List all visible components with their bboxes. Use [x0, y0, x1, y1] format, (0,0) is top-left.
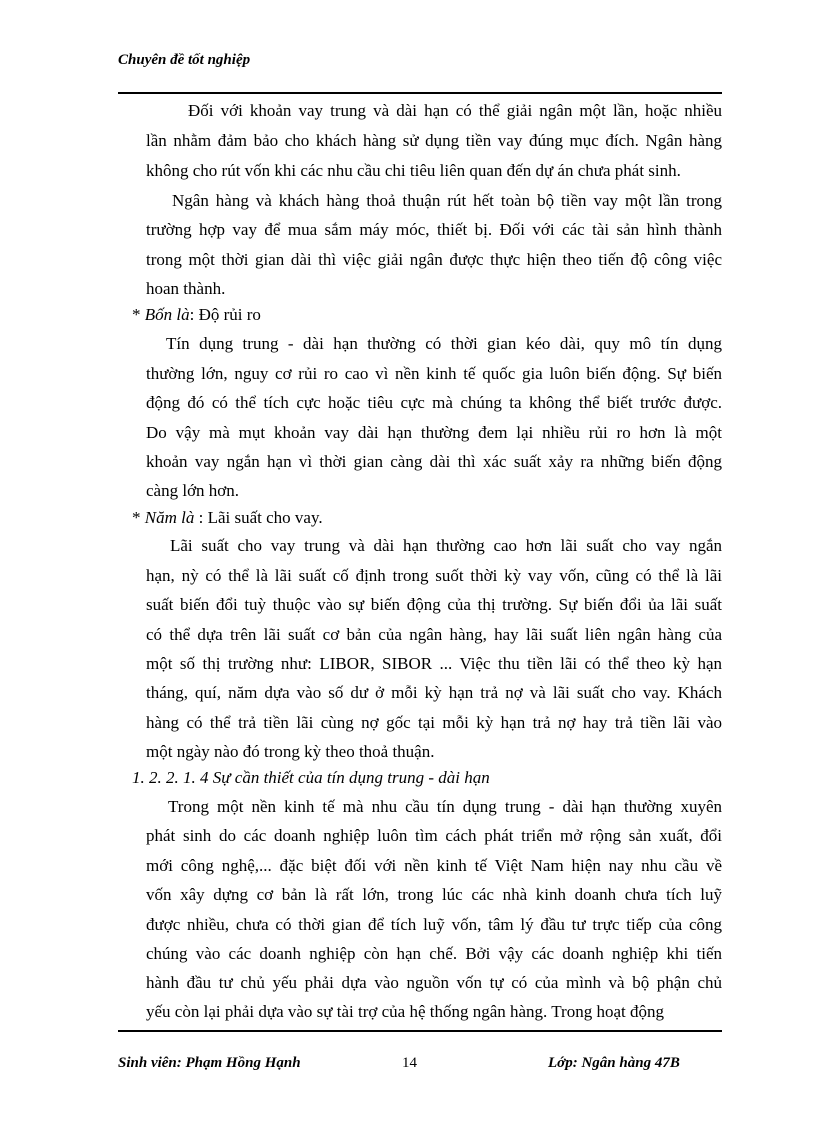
text-line: Trong một nền kinh tế mà nhu cầu tín dụng trung - dài hạn thường xuyên [168, 797, 722, 816]
text-line: Lãi suất cho vay trung và dài hạn thường cao hơn lãi suất cho vay ngắn [170, 536, 722, 555]
text-line: càng lớn hơn. [146, 481, 240, 500]
section-heading: 1. 2. 2. 1. 4 Sự cần thiết của tín dụng trung - dài hạn [132, 768, 490, 787]
text-line: lần nhằm đảm bảo cho khách hàng sử dụng tiền vay đúng mục đích. Ngân hàng [146, 131, 722, 150]
footer-student: Sinh viên: Phạm Hồng Hạnh [118, 1055, 301, 1071]
text-line: suất biến đổi tuỳ thuộc vào sự biến động của thị trường. Sự biến đổi ủa lãi suất [146, 595, 722, 614]
page-number: 14 [402, 1055, 417, 1071]
text-line: Đối với khoản vay trung và dài hạn có thể giải ngân một lần, hoặc nhiều [188, 101, 722, 120]
text-line: hạn, nỳ có thể là lãi suất cố định trong suốt thời kỳ vay vốn, cũng có thể là lãi [146, 566, 722, 585]
text-line: mới công nghệ,... đặc biệt đối với nền kinh tế Việt Nam hiện nay nhu cầu về [146, 856, 722, 875]
text-line: được nhiều, chưa có thời gian để tích luỹ vốn, tâm lý đầu tư trực tiếp của công [146, 915, 722, 934]
text-line: khoản vay ngắn hạn vì thời gian càng dài thì xác suất xảy ra những biến động [146, 452, 722, 471]
footer-rule [118, 1030, 722, 1032]
item-heading: * Năm là : Lãi suất cho vay. [132, 508, 323, 527]
text-line: một số thị trường như: LIBOR, SIBOR ... Việc thu tiền lãi có thể theo kỳ hạn [146, 654, 722, 673]
text-line: có thể dựa trên lãi suất cơ bản của ngân hàng, hay lãi suất liên ngân hàng của [146, 625, 722, 644]
text-line: thường lớn, nguy cơ rủi ro cao vì nền kinh tế quốc gia luôn biến động. Sự biến [146, 364, 722, 383]
text-line: không cho rút vốn khi các nhu cầu chi tiêu liên quan đến dự án chưa phát sinh. [146, 161, 681, 180]
text-line: Do vậy mà mụt khoản vay dài hạn thường đem lại nhiều rủi ro hơn là một [146, 423, 722, 442]
header-title: Chuyên đề tốt nghiệp [118, 52, 251, 68]
text-line: Tín dụng trung - dài hạn thường có thời gian kéo dài, quy mô tín dụng [166, 334, 722, 353]
text-line: một ngày nào đó trong kỳ theo thoả thuận. [146, 742, 435, 761]
text-line: hành đầu tư chủ yếu phải dựa vào nguồn vốn tự có của mình và bộ phận chủ [146, 973, 722, 992]
header-rule [118, 92, 722, 94]
text-line: phát sinh do các doanh nghiệp luôn tìm cách phát triển mở rộng sản xuất, đổi [146, 826, 722, 845]
text-line: hoan thành. [146, 279, 226, 298]
text-line: Ngân hàng và khách hàng thoả thuận rút hết toàn bộ tiền vay một lần trong [172, 191, 722, 210]
item-heading: * Bốn là: Độ rủi ro [132, 305, 261, 324]
text-line: hàng có thể trả tiền lãi cùng nợ gốc tại mỗi kỳ hạn trả nợ hay trả tiền lãi vào [146, 713, 722, 732]
footer-class: Lớp: Ngân hàng 47B [548, 1055, 680, 1071]
text-line: trường hợp vay để mua sắm máy móc, thiết bị. Đối với các tài sản hình thành [146, 220, 722, 239]
text-line: động đó có thể tích cực hoặc tiêu cực mà chúng ta không thể biết trước được. [146, 393, 722, 412]
text-line: yếu còn lại phải dựa vào sự tài trợ của hệ thống ngân hàng. Trong hoạt động [146, 1002, 664, 1021]
text-line: vốn xây dựng cơ bản là rất lớn, trong lúc các nhà kinh doanh chưa tích luỹ [146, 885, 722, 904]
text-line: tháng, quí, năm dựa vào số dư ở mỗi kỳ hạn trả nợ và lãi suất cho vay. Khách [146, 683, 722, 702]
text-line: trong một thời gian dài thì việc giải ngân được thực hiện theo tiến độ công việc [146, 250, 722, 269]
text-line: chúng vào các doanh nghiệp còn hạn chế. Bởi vậy các doanh nghiệp khi tiến [146, 944, 722, 963]
